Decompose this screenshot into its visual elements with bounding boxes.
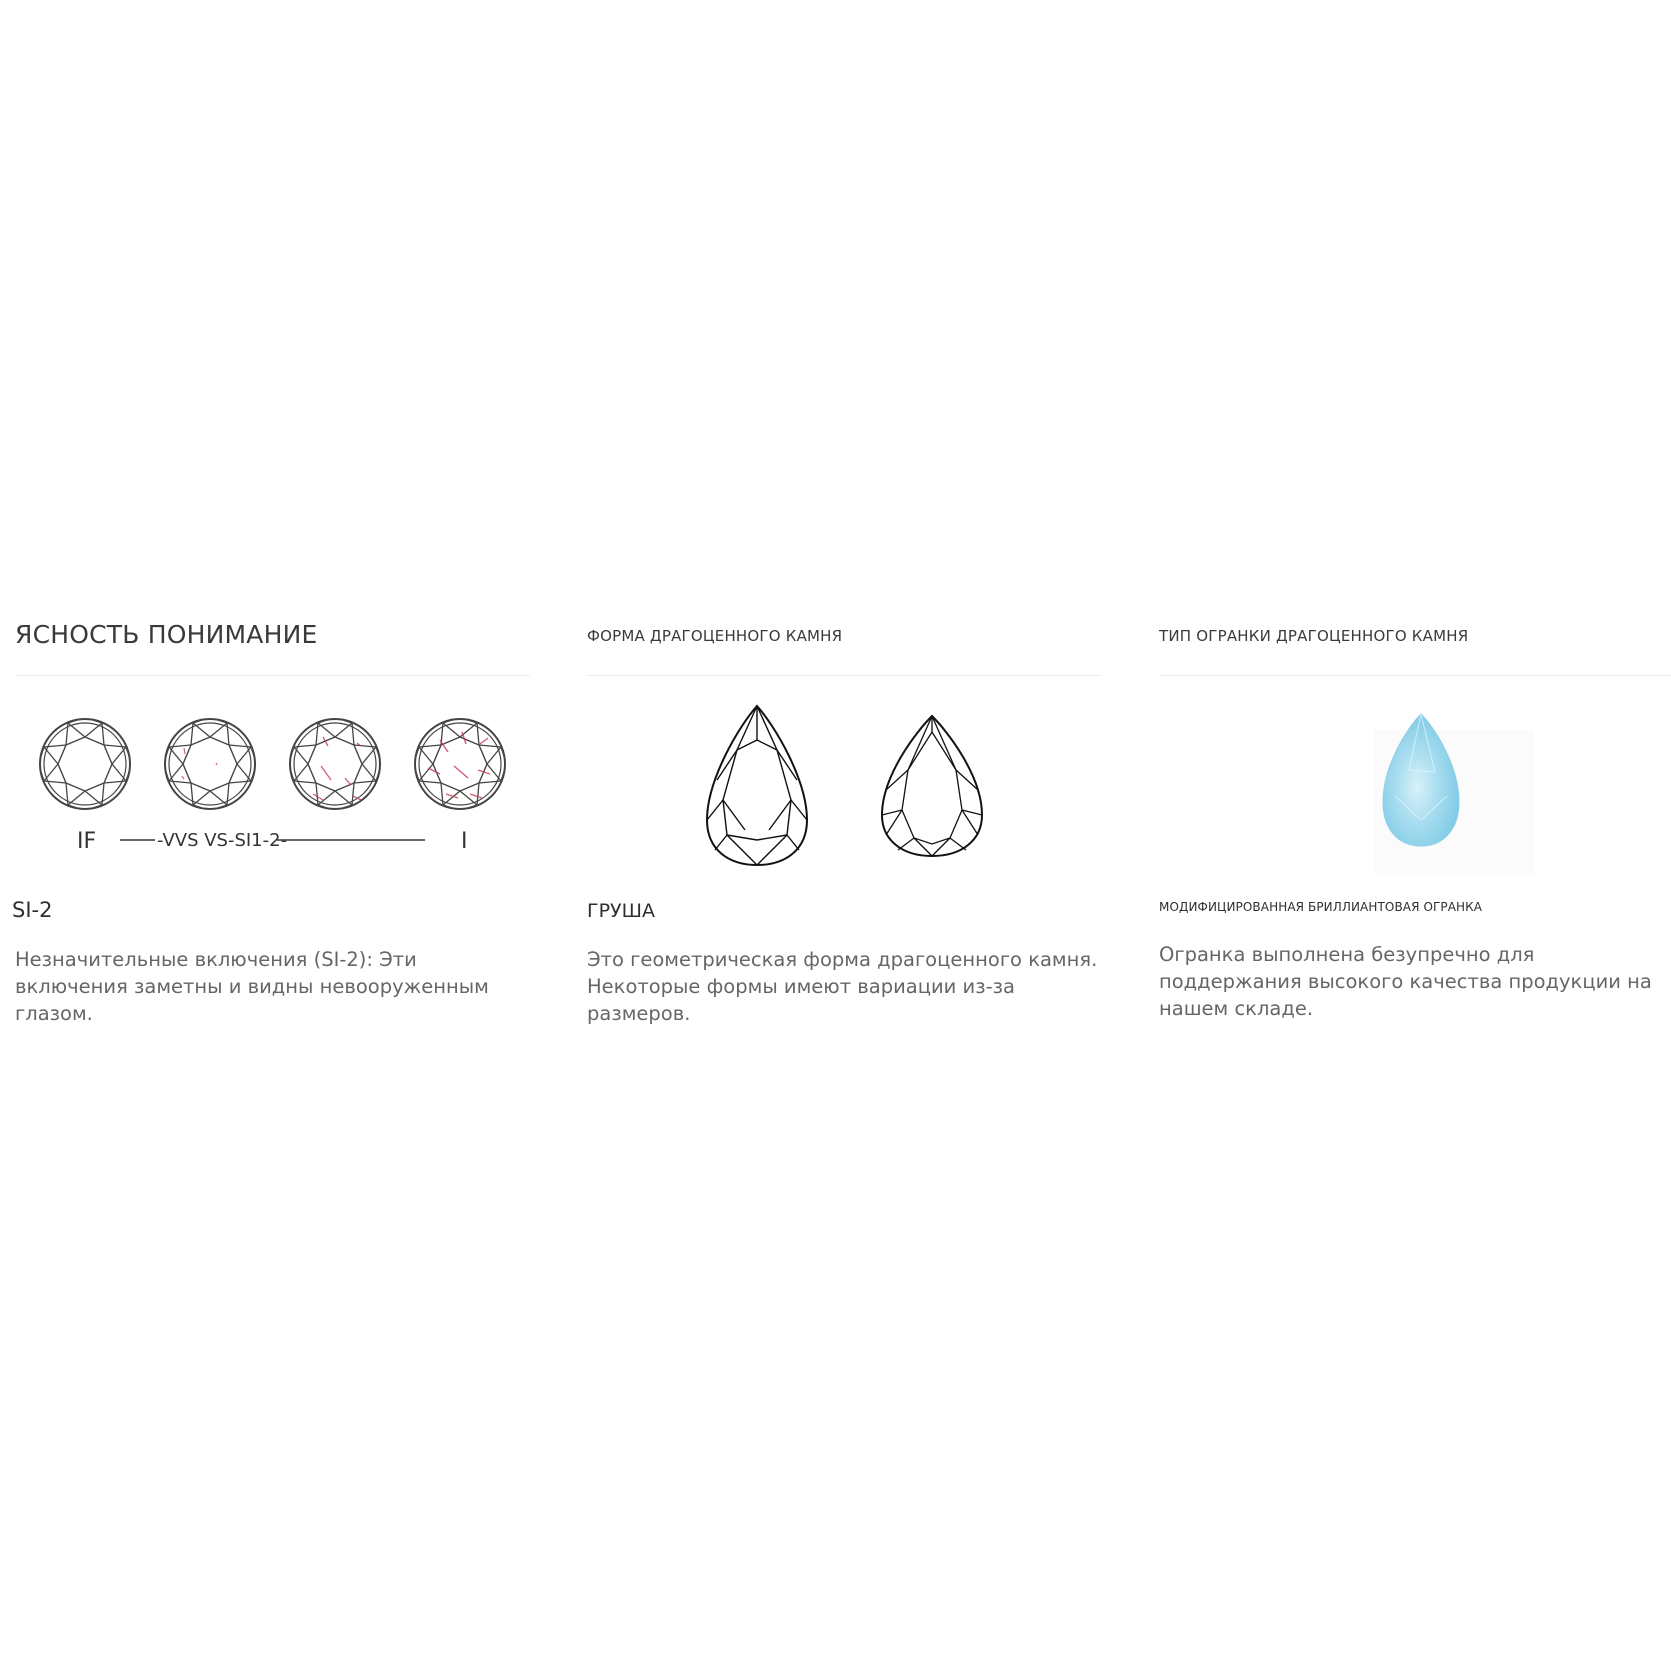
pear-outline-large	[707, 706, 807, 865]
shape-figure	[587, 700, 1102, 875]
cut-title: ТИП ОГРАНКИ ДРАГОЦЕННОГО КАМНЯ	[1159, 627, 1469, 645]
cut-figure	[1159, 700, 1671, 875]
shape-title: ФОРМА ДРАГОЦЕННОГО КАМНЯ	[587, 627, 843, 645]
pear-shape-illustration	[587, 700, 1102, 875]
clarity-scale-start: IF	[77, 829, 97, 854]
clarity-divider	[15, 675, 530, 676]
clarity-scale-figure	[15, 700, 530, 875]
clarity-scale-middle: -VVS VS-SI1-2-	[157, 830, 288, 851]
cut-divider	[1159, 675, 1671, 676]
clarity-title: ЯСНОСТЬ ПОНИМАНИЕ	[15, 620, 318, 649]
clarity-scale-end: I	[461, 829, 468, 854]
clarity-diamonds-illustration	[15, 700, 530, 875]
cut-value: МОДИФИЦИРОВАННАЯ БРИЛЛИАНТОВАЯ ОГРАНКА	[1159, 900, 1483, 914]
diamond-if	[40, 719, 130, 809]
gemstone-photo	[1159, 700, 1671, 875]
diamond-vs-si	[290, 719, 380, 809]
shape-divider	[587, 675, 1102, 676]
diamond-i	[415, 719, 505, 809]
diamond-vvs	[165, 719, 255, 809]
clarity-description: Незначительные включения (SI-2): Эти включения заметны и видны невооруженным глазом.	[15, 948, 489, 1025]
pear-outline-small	[882, 716, 982, 856]
clarity-value: SI-2	[12, 898, 53, 922]
cut-description: Огранка выполнена безупречно для поддержания высокого качества продукции на нашем складе.	[1159, 943, 1652, 1020]
shape-description: Это геометрическая форма драгоценного камня. Некоторые формы имеют вариации из-за размеров.	[587, 948, 1098, 1025]
shape-value: ГРУША	[587, 900, 655, 922]
